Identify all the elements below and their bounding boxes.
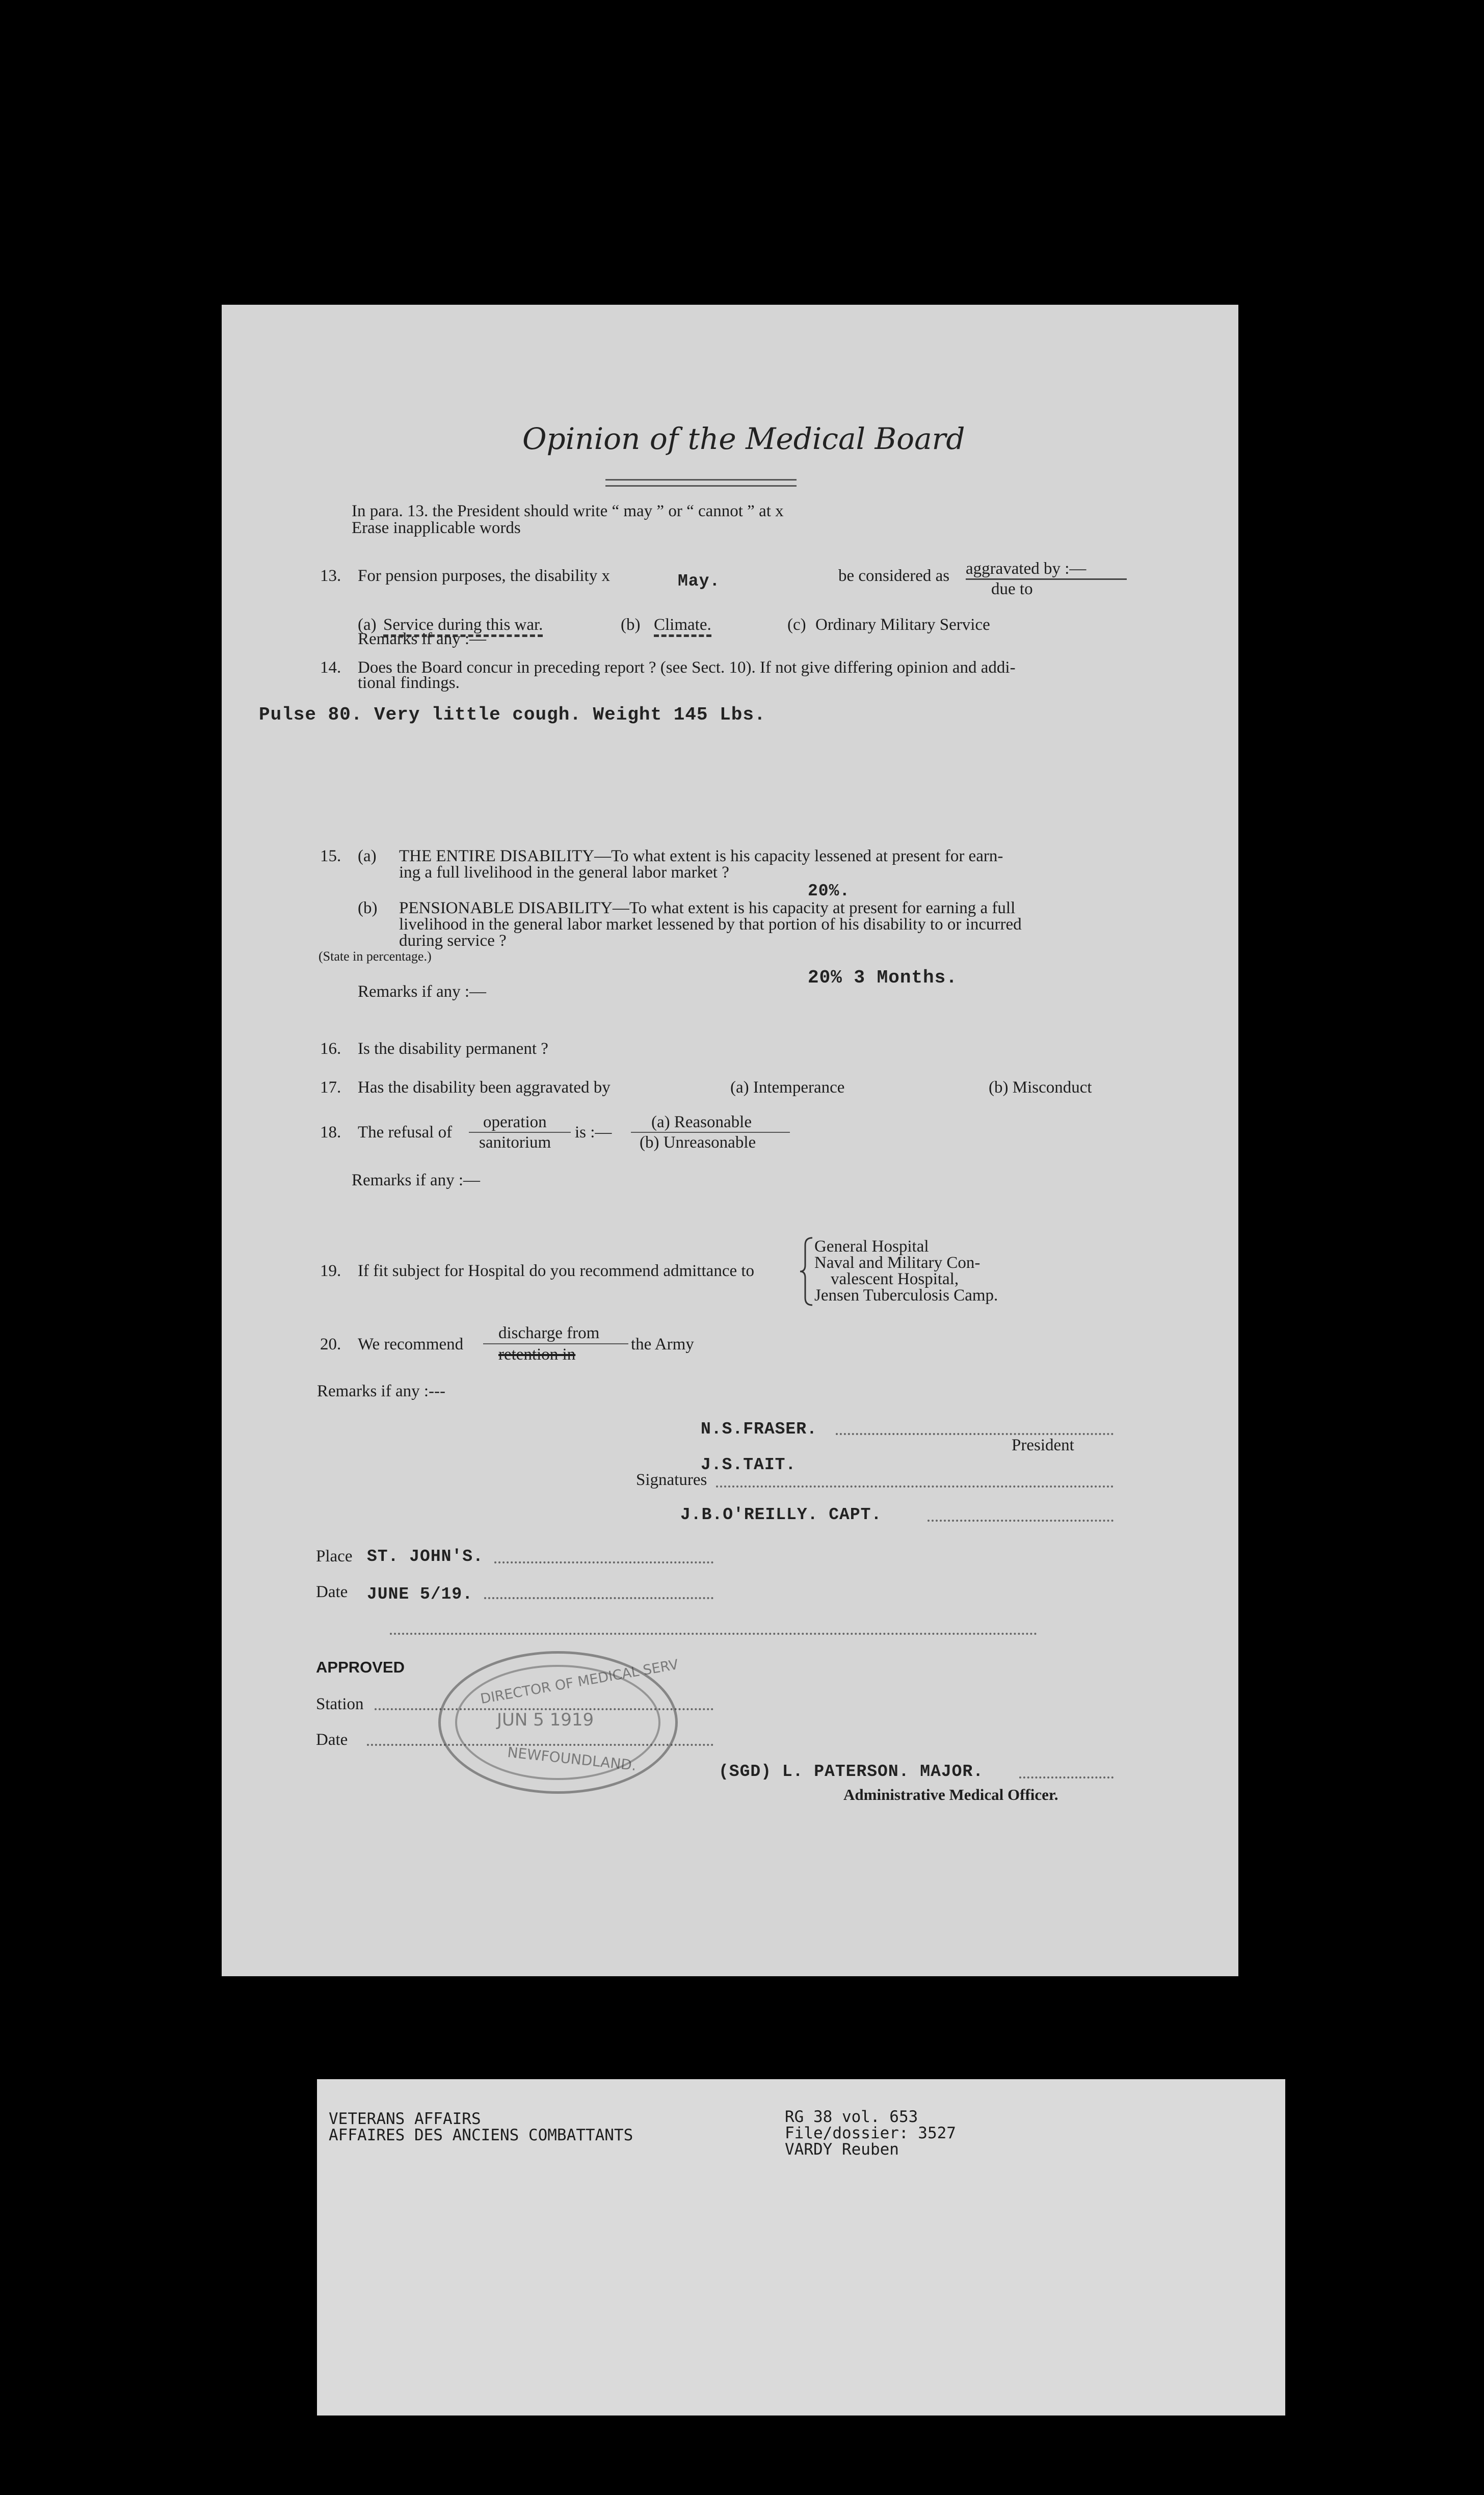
instruction-line-1: In para. 13. the President should write “ may ” or “ cannot ” at x [352, 502, 784, 520]
q19-option-4: Jensen Tuberculosis Camp. [814, 1286, 998, 1305]
approved-heading: APPROVED [316, 1658, 405, 1676]
q20-text-2: the Army [631, 1335, 694, 1353]
q20-remarks: Remarks if any :--- [317, 1382, 445, 1400]
received-stamp [438, 1651, 678, 1794]
blank-line [390, 1633, 1037, 1635]
q18-frac-rule [469, 1132, 571, 1133]
q19-brace-icon [799, 1236, 814, 1307]
q13-c-label: (c) [787, 616, 806, 634]
q19-option-1: General Hospital [814, 1237, 929, 1256]
q15-b-line-1: PENSIONABLE DISABILITY—To what extent is his capacity at present for earning a full [399, 899, 1016, 917]
q17-option-b: (b) Misconduct [989, 1078, 1092, 1097]
place-value: ST. JOHN'S. [367, 1547, 484, 1566]
signature-2: J.S.TAIT. [701, 1455, 797, 1474]
q13-option-aggravated: aggravated by :— [966, 560, 1127, 580]
q15-remarks: Remarks if any :— [358, 983, 487, 1001]
q13-c-text: Ordinary Military Service [815, 616, 990, 634]
q13-a-text: Service during this war. [383, 616, 543, 637]
date-line [484, 1597, 713, 1599]
q15-a-line-2: ing a full livelihood in the general labor market ? [399, 863, 729, 882]
date-label: Date [316, 1583, 348, 1601]
page-title: Opinion of the Medical Board [522, 421, 965, 456]
signature-3: J.B.O'REILLY. CAPT. [680, 1505, 882, 1524]
archive-ref: RG 38 vol. 653 [785, 2108, 918, 2126]
q18-is: is :— [575, 1123, 612, 1142]
q20-frac-bottom: retention in [498, 1345, 576, 1364]
q20-frac-rule [483, 1343, 628, 1344]
instruction-line-2: Erase inapplicable words [352, 519, 521, 537]
q15-a-label: (a) [358, 847, 377, 865]
archive-dept-fr: AFFAIRES DES ANCIENS COMBATTANTS [329, 2126, 633, 2144]
place-line [494, 1561, 713, 1563]
q14-line-2: tional findings. [358, 674, 460, 692]
q18-options-rule [631, 1132, 790, 1133]
archive-file: File/dossier: 3527 [785, 2124, 956, 2142]
q18-number: 18. [320, 1123, 341, 1142]
officer-title: Administrative Medical Officer. [843, 1786, 1058, 1803]
q13-b-text: Climate. [654, 616, 711, 637]
q15-state-percentage: (State in percentage.) [319, 949, 432, 964]
place-label: Place [316, 1547, 353, 1565]
q18-option-b: (b) Unreasonable [640, 1133, 756, 1152]
q19-number: 19. [320, 1262, 341, 1280]
q18-remarks: Remarks if any :— [352, 1171, 481, 1189]
q19-text: If fit subject for Hospital do you recommend admittance to [358, 1262, 755, 1280]
q19-option-3: valescent Hospital, [831, 1270, 959, 1288]
q13-text: For pension purposes, the disability x [358, 567, 610, 585]
q13-option-due: due to [991, 580, 1033, 598]
q13-number: 13. [320, 567, 341, 585]
q15-b-line-2: livelihood in the general labor market lessened by that portion of his disability to or incurred [399, 915, 1022, 934]
signature-1: N.S.FRASER. [701, 1420, 817, 1439]
approved-station-label: Station [316, 1695, 364, 1713]
signature-2-line [716, 1485, 1114, 1488]
q15-a-line-1: THE ENTIRE DISABILITY—To what extent is his capacity lessened at present for earn- [399, 847, 1003, 865]
stamp-bottom-text: NEWFOUNDLAND. [506, 1743, 638, 1774]
title-rule-2 [605, 485, 797, 487]
q18-text: The refusal of [358, 1123, 453, 1142]
q13-a-label: (a) [358, 616, 377, 634]
q18-frac-bottom: sanitorium [479, 1133, 551, 1152]
date-value: JUNE 5/19. [367, 1585, 473, 1604]
signature-3-line [927, 1520, 1114, 1522]
q16-text: Is the disability permanent ? [358, 1040, 548, 1058]
q13-text-2: be considered as [838, 567, 950, 585]
q16-number: 16. [320, 1040, 341, 1058]
archive-name: VARDY Reuben [785, 2140, 899, 2159]
q17-option-a: (a) Intemperance [730, 1078, 845, 1097]
stamp-top-text: DIRECTOR OF MEDICAL SERV [479, 1657, 680, 1707]
q19-option-2: Naval and Military Con- [814, 1254, 980, 1272]
signatures-label: Signatures [636, 1471, 707, 1489]
q15-b-answer: 20% 3 Months. [808, 967, 958, 988]
q14-answer: Pulse 80. Very little cough. Weight 145 Lbs. [259, 704, 766, 725]
q13-b-label: (b) [621, 616, 641, 634]
q13-answer: May. [678, 572, 721, 591]
q14-number: 14. [320, 658, 341, 677]
approved-date-label: Date [316, 1731, 348, 1749]
q17-text: Has the disability been aggravated by [358, 1078, 611, 1097]
officer-signature-line [1019, 1776, 1114, 1779]
q18-option-a: (a) Reasonable [651, 1113, 752, 1131]
q13-remarks: Remarks if any :— [358, 630, 487, 648]
q15-number: 15. [320, 847, 341, 865]
q20-number: 20. [320, 1335, 341, 1353]
q15-a-answer: 20%. [808, 882, 851, 900]
officer-signature: (SGD) L. PATERSON. MAJOR. [719, 1762, 984, 1781]
stamp-date: JUN 5 1919 [497, 1710, 594, 1730]
q17-number: 17. [320, 1078, 341, 1097]
q15-b-line-3: during service ? [399, 932, 507, 950]
q20-text: We recommend [358, 1335, 464, 1353]
signature-1-line [836, 1433, 1114, 1435]
q20-frac-top: discharge from [498, 1324, 600, 1342]
title-rule-1 [605, 479, 797, 481]
archive-dept-en: VETERANS AFFAIRS [329, 2110, 481, 2128]
president-label: President [1012, 1436, 1074, 1454]
q15-b-label: (b) [358, 899, 378, 917]
q18-frac-top: operation [483, 1113, 547, 1131]
q14-line-1: Does the Board concur in preceding report ? (see Sect. 10). If not give differing opinion and addi- [358, 658, 1016, 677]
